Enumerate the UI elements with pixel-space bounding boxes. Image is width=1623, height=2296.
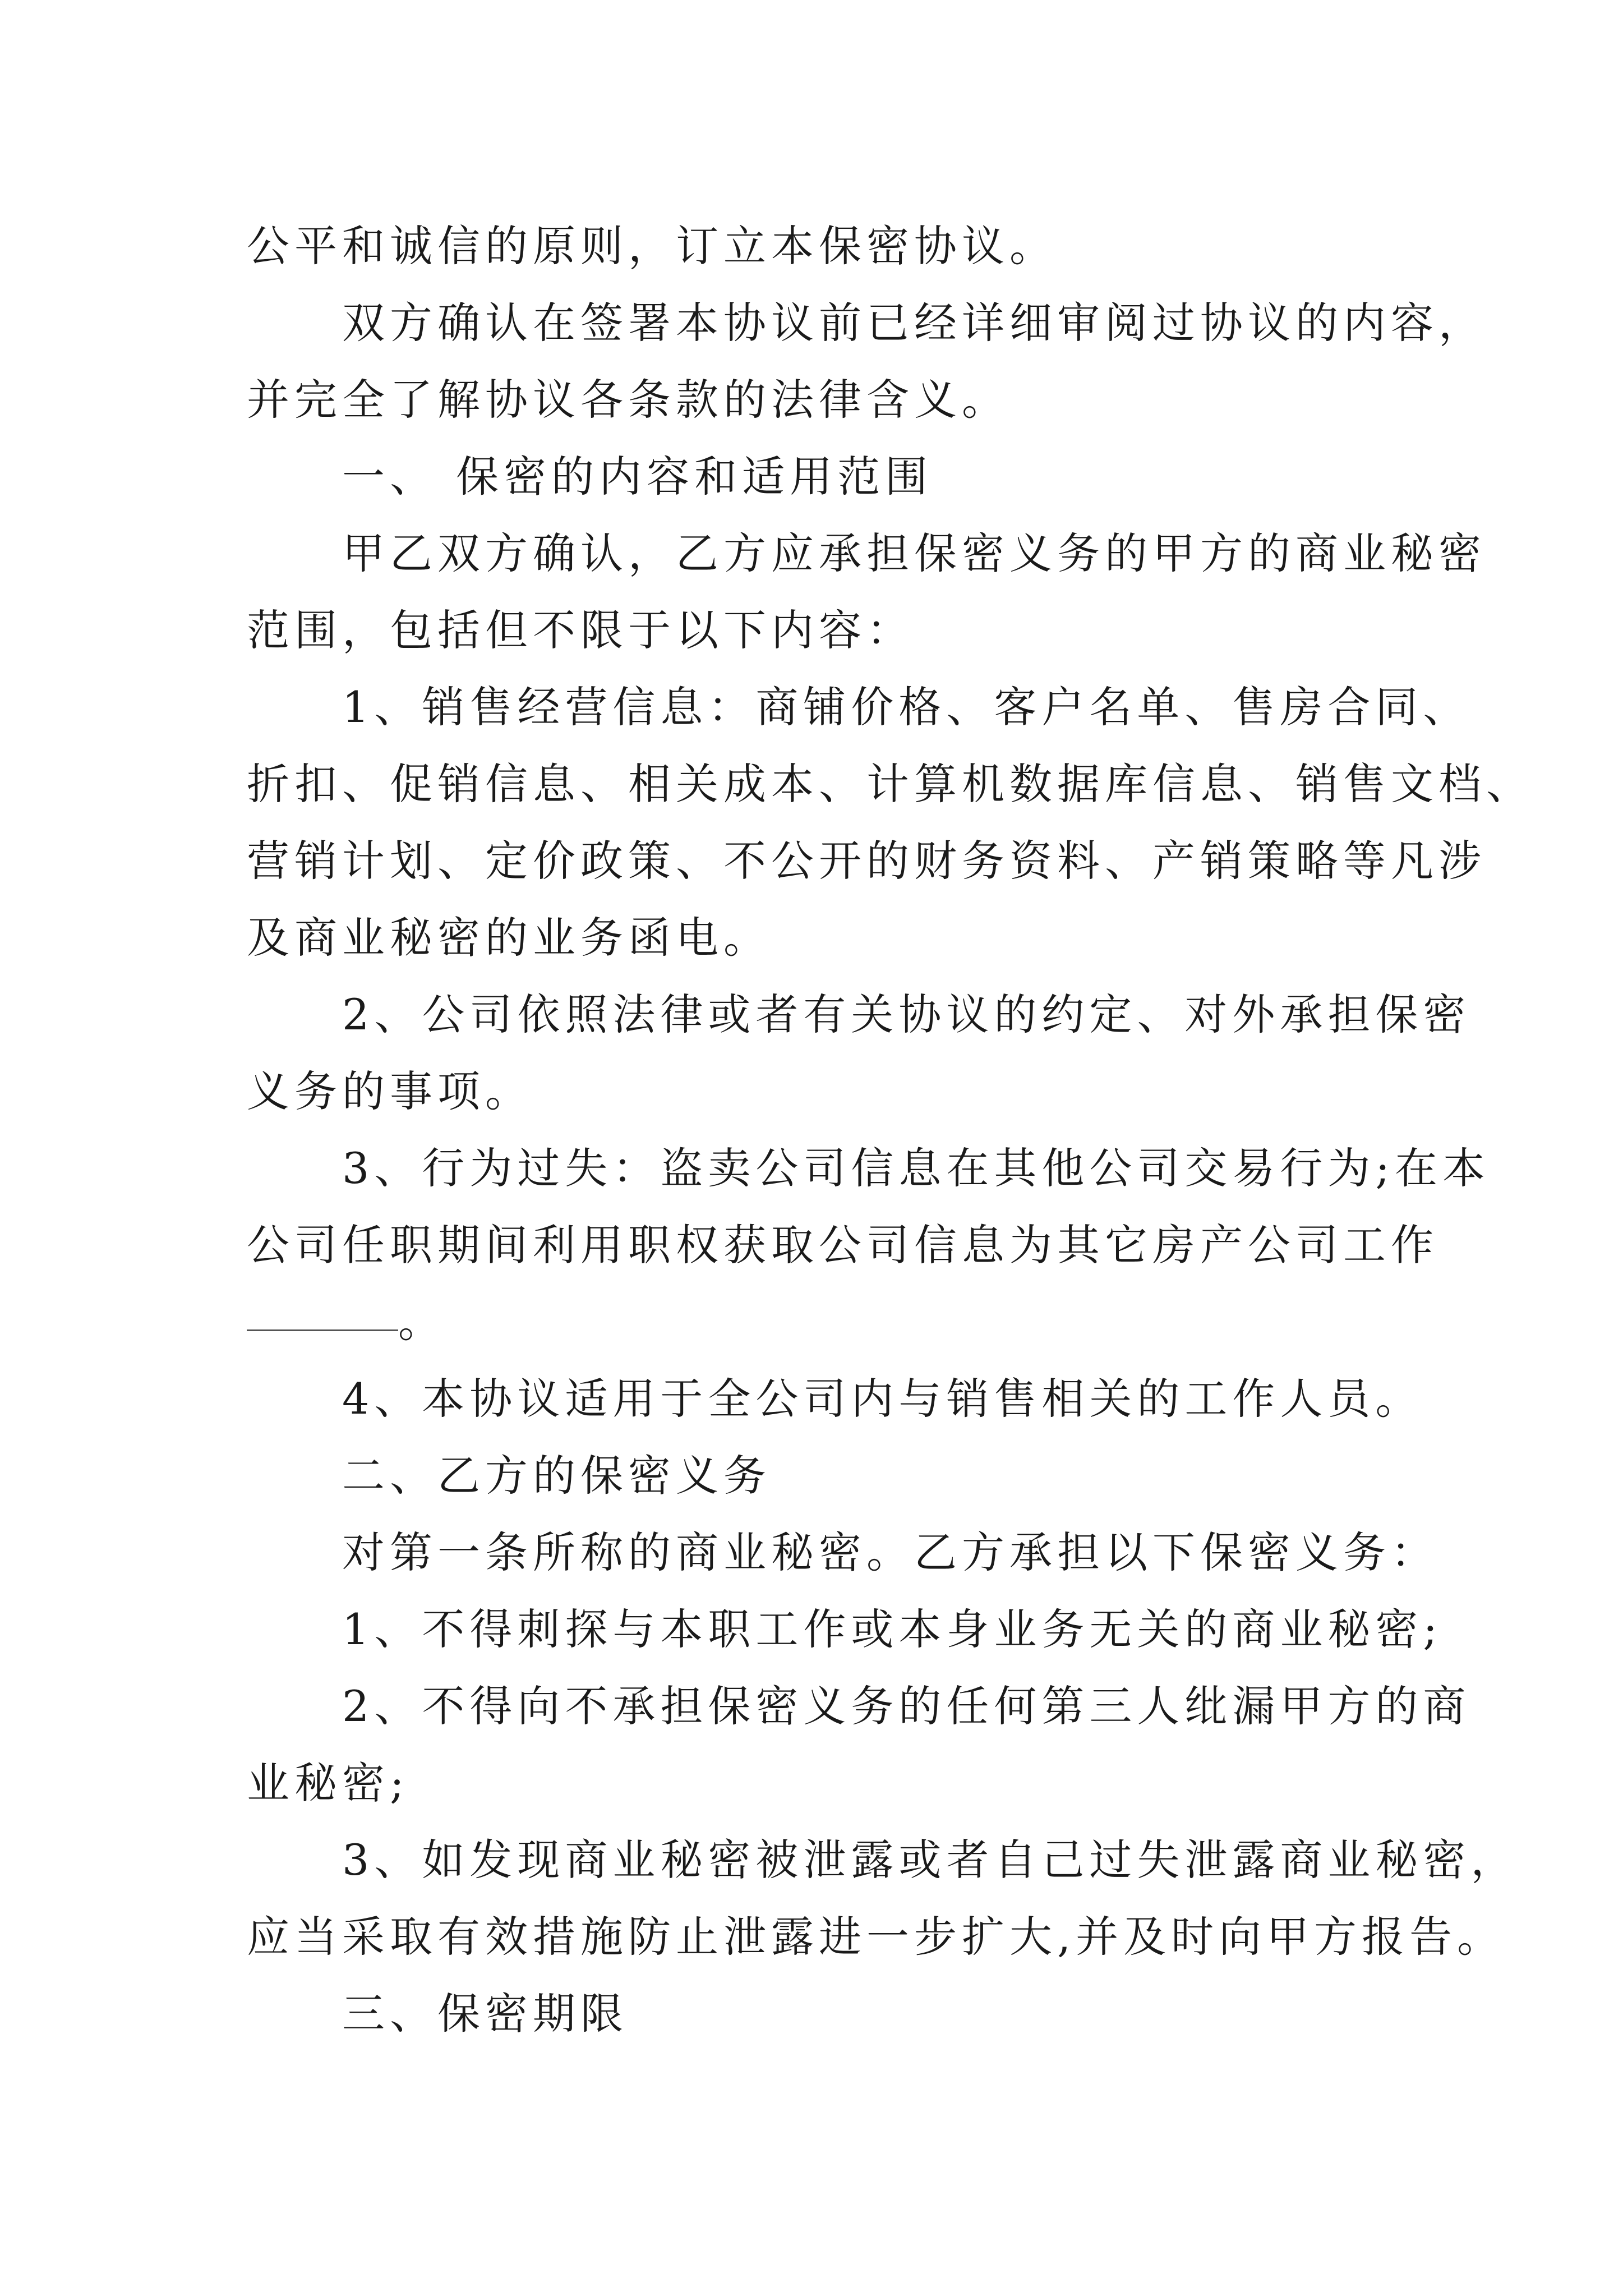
list-item-sales-info [247,669,1534,976]
list-item-obligations [247,976,1471,1130]
text-line: 范围，包括但不限于以下内容： [247,605,914,655]
text-line: 双方确认在签署本协议前已经详细审阅过协议的内容， [342,298,1486,348]
text-line: 折扣、促销信息、相关成本、计算机数据库信息、销售文档、 [247,759,1534,809]
heading-text: 一、 保密的内容和适用范围 [342,452,933,501]
text-line: 1、销售经营信息：商铺价格、客户名单、售房合同、 [342,682,1471,732]
fill-in-blank [247,1329,398,1331]
section-heading-scope [247,438,1391,515]
text-line: 义务的事项。 [247,1066,533,1116]
text-line [247,1283,1391,1360]
text-line: 1、不得刺探与本职工作或本身业务无关的商业秘密; [342,1604,1442,1654]
text-line: 并完全了解协议各条款的法律含义。 [247,375,1009,425]
text-line: 营销计划、定价政策、不公开的财务资料、产销策略等凡涉 [247,836,1486,886]
paragraph-duties-intro [247,1514,1438,1591]
text-line: 业秘密; [247,1758,409,1808]
text-line: 公平和诚信的原则，订立本保密协议。 [247,221,1057,271]
list-item-applicability [247,1360,1423,1437]
paragraph-confirmation [247,284,1486,438]
paragraph-scope [247,515,1486,669]
text-line: 应当采取有效措施防止泄露进一步扩大,并及时向甲方报告。 [247,1912,1505,1962]
text-line: 甲乙双方确认，乙方应承担保密义务的甲方的商业秘密 [342,528,1486,578]
text-line: 2、不得向不承担保密义务的任何第三人纰漏甲方的商 [342,1681,1471,1731]
line-tail: 。 [398,1297,446,1347]
text-line: 4、本协议适用于全公司内与销售相关的工作人员。 [342,1374,1423,1424]
text-line: 3、如发现商业秘密被泄露或者自己过失泄露商业秘密， [342,1835,1519,1885]
paragraph-principle [247,208,1391,284]
list-item-no-disclosure [247,1668,1471,1821]
text-line: 公司任职期间利用职权获取公司信息为其它房产公司工作 [247,1220,1438,1270]
document-body [247,208,1534,2052]
heading-text: 二、乙方的保密义务 [342,1451,771,1501]
text-line: 对第一条所称的商业秘密。乙方承担以下保密义务： [342,1527,1438,1577]
text-line: 3、行为过失：盗卖公司信息在其他公司交易行为;在本 [342,1143,1490,1193]
heading-text: 三、保密期限 [342,1989,628,2039]
list-item-no-probing [247,1591,1442,1668]
section-heading-duties [247,1437,1391,1514]
list-item-misconduct [247,1130,1490,1360]
list-item-report-leak [247,1821,1519,1975]
text-line: 及商业秘密的业务函电。 [247,913,771,963]
text-line: 2、公司依照法律或者有关协议的约定、对外承担保密 [342,990,1471,1039]
section-heading-term [247,1975,1391,2052]
